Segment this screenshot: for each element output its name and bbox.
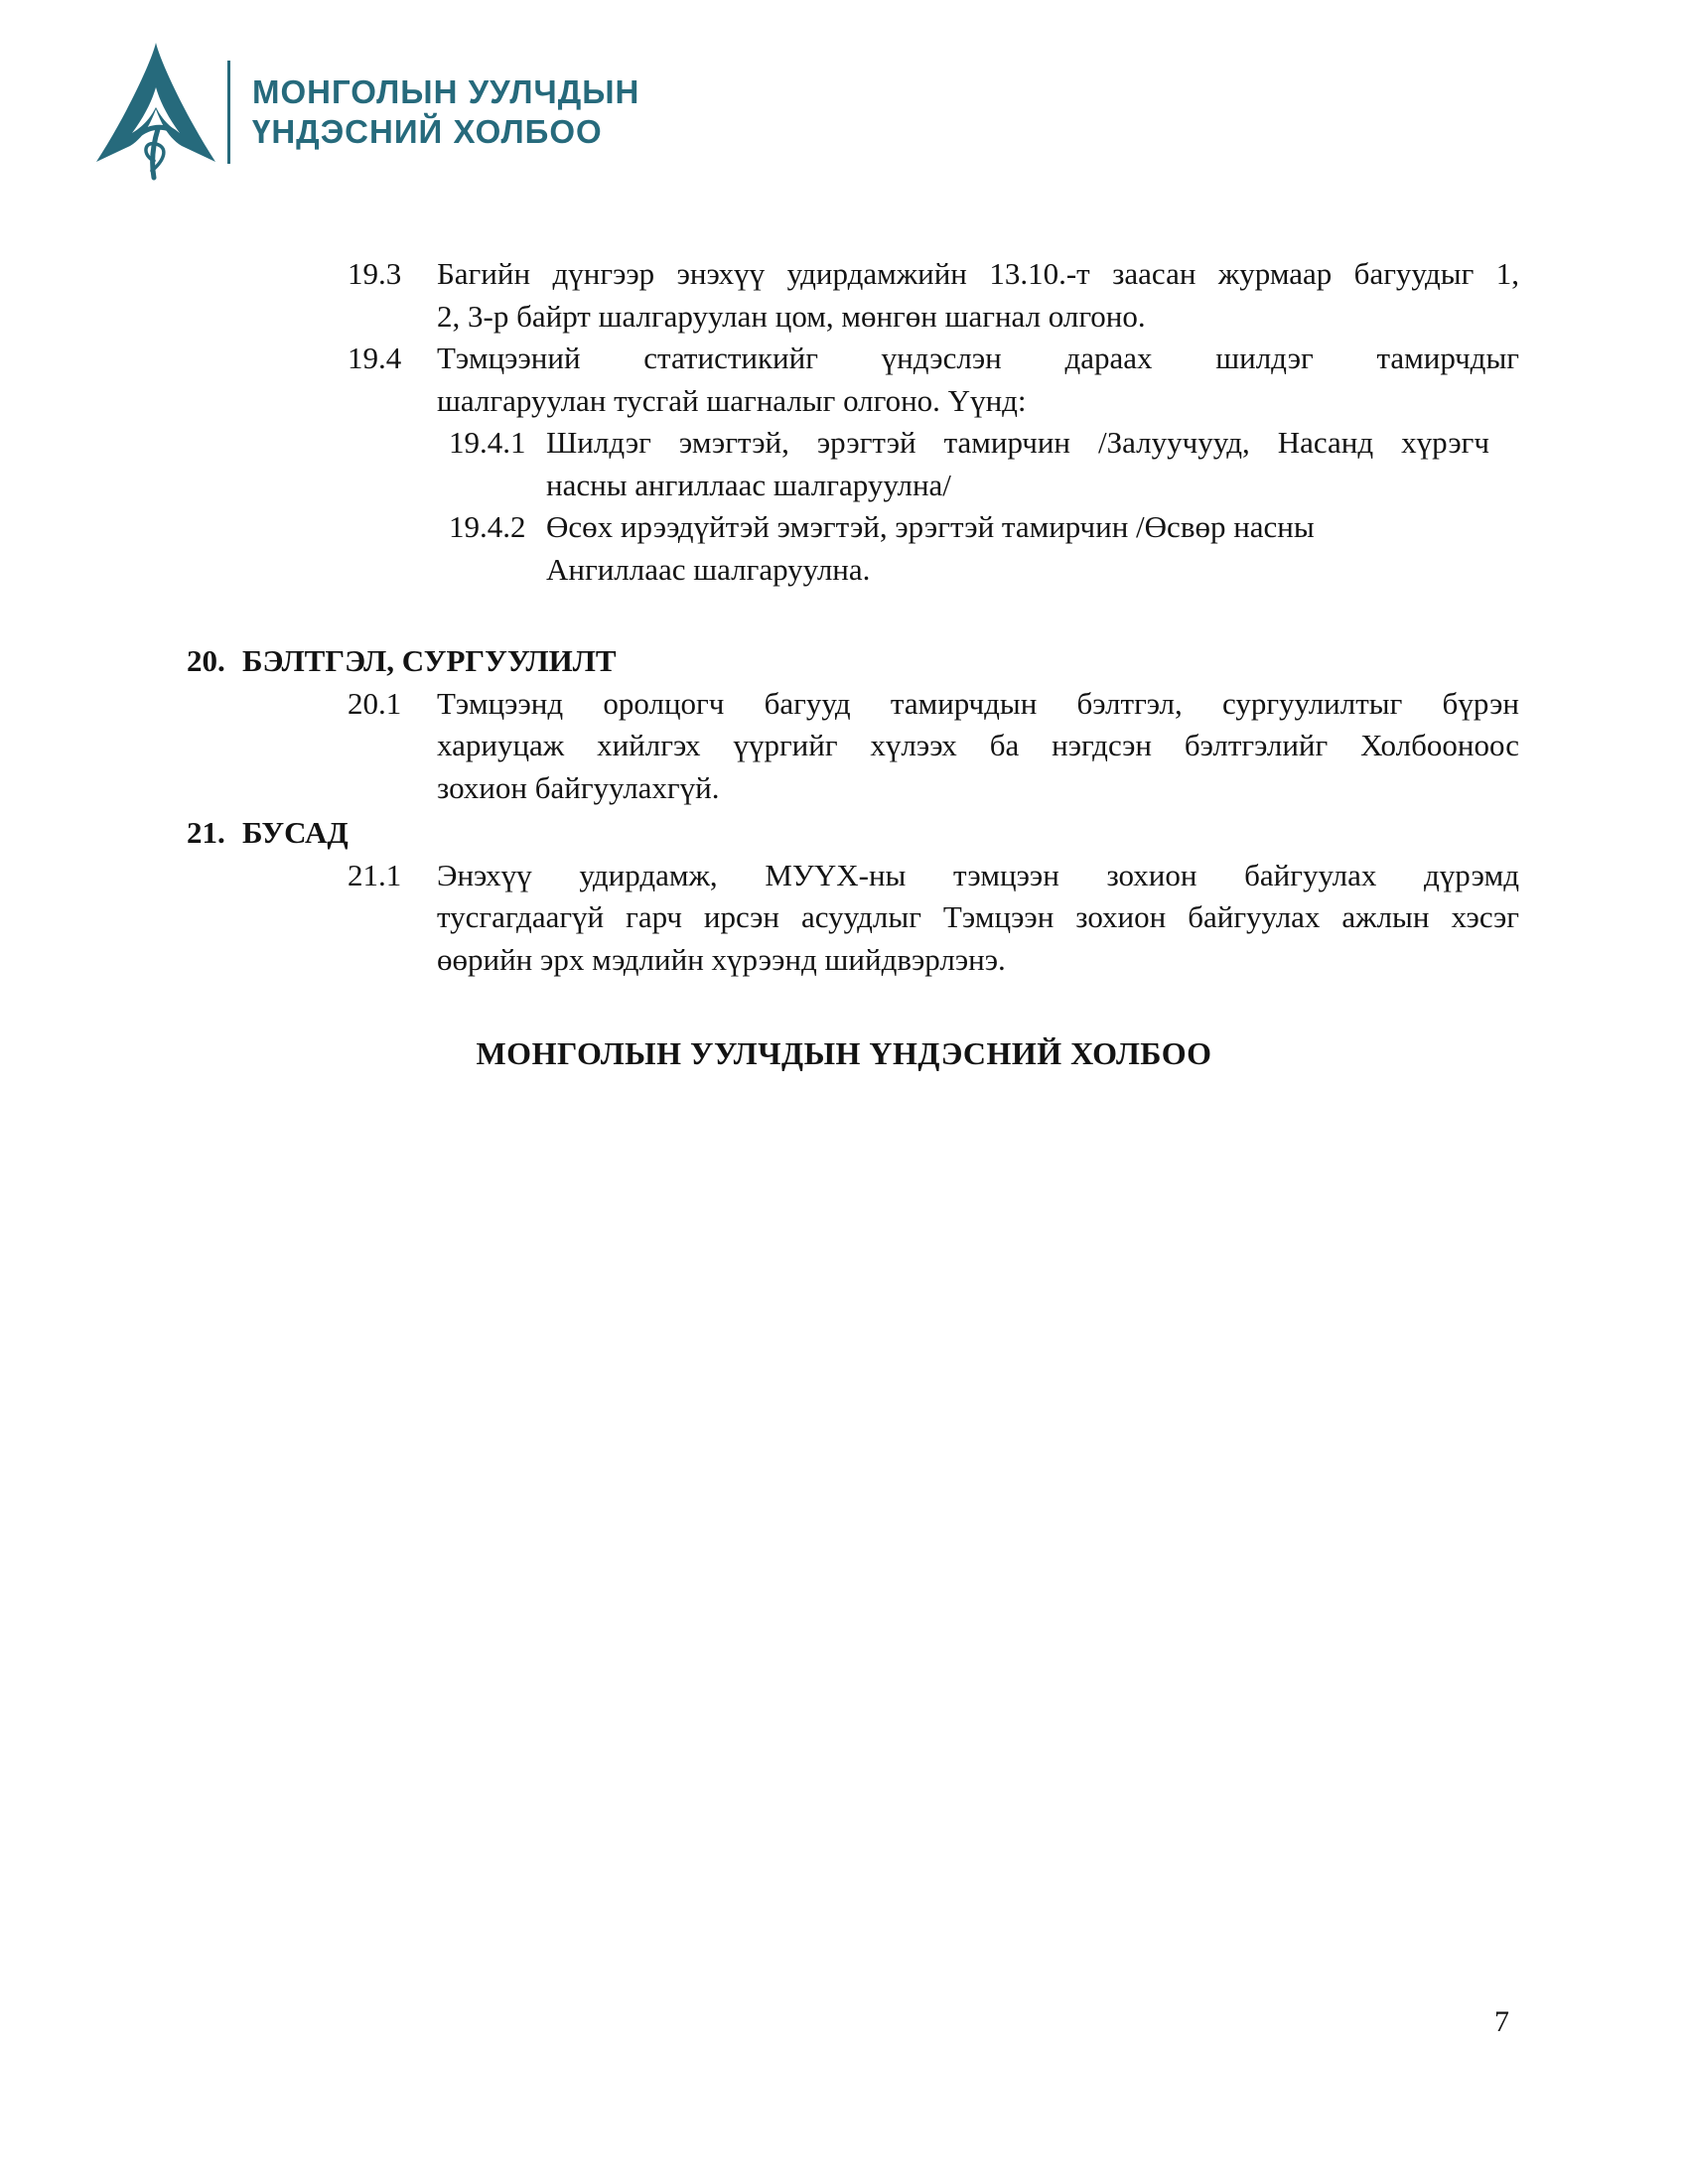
section-number: 21. bbox=[187, 815, 225, 850]
section-title: БЭЛТГЭЛ, СУРГУУЛИЛТ bbox=[242, 643, 617, 678]
logo-text-line2: ҮНДЭСНИЙ ХОЛБОО bbox=[252, 113, 603, 150]
item-text: Энэхүү удирдамж, МУҮХ-ны тэмцээн зохион байгуулах дүрэмд тусгагдаагүй гарч ирсэн асуудлыг Тэмцээн зохион байгуулах ажлын хэсэг өөрийн эрх мэдлийн хүрээнд шийдвэрлэнэ. bbox=[437, 857, 1519, 977]
logo-text-line1: МОНГОЛЫН УУЛЧДЫН bbox=[252, 73, 640, 110]
closing-signature-line: МОНГОЛЫН УУЛЧДЫН ҮНДЭСНИЙ ХОЛБОО bbox=[476, 1035, 1212, 1071]
item-number: 20.1 bbox=[348, 685, 402, 721]
list-item-19-4 bbox=[348, 338, 1688, 422]
section-number: 20. bbox=[187, 643, 225, 678]
list-item-19-4-1 bbox=[449, 422, 1688, 506]
logo-divider bbox=[227, 61, 230, 164]
document-body bbox=[0, 253, 1688, 1075]
item-text: Шилдэг эмэгтэй, эрэгтэй тамирчин /Залуучууд, Насанд хүрэгч насны ангиллаас шалгаруулна/ bbox=[546, 425, 1489, 502]
item-text: Тэмцээний статистикийг үндэслэн дараах шилдэг тамирчдыг шалгаруулан тусгай шагналыг олгоно. Үүнд: bbox=[437, 341, 1519, 418]
mountain-logo-icon bbox=[94, 42, 217, 183]
item-text: Тэмцээнд оролцогч багууд тамирчдын бэлтгэл, сургуулилтыг бүрэн хариуцаж хийлгэх үүргийг хүлээх ба нэгдсэн бэлтгэлийг Холбооноос зохион байгуулахгүй. bbox=[437, 685, 1519, 805]
page-number: 7 bbox=[1494, 2005, 1509, 2038]
list-item-19-3 bbox=[348, 253, 1688, 338]
item-number: 19.3 bbox=[348, 256, 402, 291]
item-number: 19.4.2 bbox=[449, 509, 526, 544]
list-item-21-1 bbox=[348, 855, 1688, 982]
item-number: 19.4.1 bbox=[449, 425, 526, 460]
section-title: БУСАД bbox=[242, 815, 349, 850]
list-item-19-4-2 bbox=[449, 506, 1688, 591]
logo-text bbox=[252, 72, 639, 152]
item-text: Багийн дүнгээр энэхүү удирдамжийн 13.10.-т заасан журмаар багуудыг 1, 2, 3-р байрт шалгаруулан цом, мөнгөн шагнал олгоно. bbox=[437, 256, 1519, 334]
item-text: Өсөх ирээдүйтэй эмэгтэй, эрэгтэй тамирчин /Өсвөр насны Ангиллаас шалгаруулна. bbox=[546, 509, 1315, 587]
item-number: 21.1 bbox=[348, 857, 402, 892]
section-heading-20 bbox=[187, 640, 1688, 683]
item-number: 19.4 bbox=[348, 341, 402, 375]
organization-logo bbox=[94, 42, 639, 183]
section-heading-21 bbox=[187, 812, 1688, 855]
list-item-20-1 bbox=[348, 683, 1688, 810]
